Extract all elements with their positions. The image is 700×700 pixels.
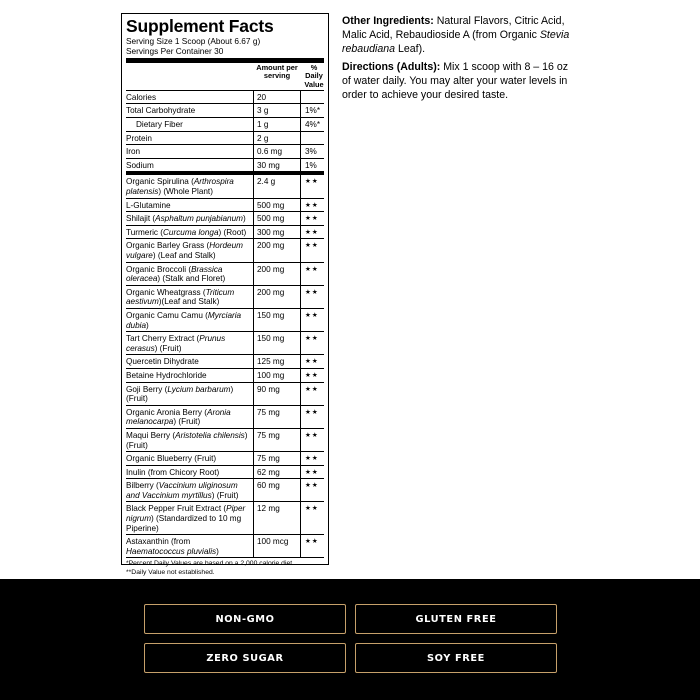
nutrient-name: Iron <box>126 147 141 157</box>
badge-soy-free: SOY FREE <box>355 643 557 673</box>
ingredient-name-pre: Astaxanthin (from <box>126 537 191 547</box>
ingredient-latin-name: Brassica oleracea <box>126 264 223 284</box>
ingredient-latin-name: Asphaltum punjabianum <box>155 214 243 224</box>
ingredient-dv: ★★ <box>300 332 324 354</box>
ingredient-name <box>126 175 253 197</box>
ingredient-amount: 300 mg <box>253 226 300 239</box>
footnotes <box>126 558 324 577</box>
ingredient-name-pre: Turmeric ( <box>126 227 163 237</box>
ingredient-name-pre: Quercetin Dihydrate <box>126 357 199 367</box>
ingredient-name-post: )(Leaf and Stalk) <box>158 297 220 307</box>
ingredient-name-pre: Goji Berry ( <box>126 384 168 394</box>
other-ingredients-text-b: Leaf). <box>395 43 426 55</box>
ingredient-row <box>126 479 324 502</box>
ingredient-dv: ★★ <box>300 226 324 239</box>
ingredient-name <box>126 452 253 465</box>
ingredient-row <box>126 332 324 355</box>
ingredient-name-pre: Betaine Hydrochloride <box>126 370 207 380</box>
nutrient-dv <box>300 132 324 145</box>
serving-size: Serving Size 1 Scoop (About 6.67 g) <box>126 36 261 46</box>
ingredient-amount: 12 mg <box>253 502 300 534</box>
other-ingredients-text-a: Natural Flavors, Citric Acid, Malic Acid, Rebaudioside A (from Organic <box>342 15 565 41</box>
directions-text: Mix 1 scoop with 8 – 16 oz of water daily. You may alter your water levels in order to achieve your desired taste. <box>342 61 569 101</box>
other-ingredients <box>342 14 575 56</box>
ingredient-amount: 500 mg <box>253 212 300 225</box>
nutrient-dv: 4%* <box>300 118 324 131</box>
ingredient-amount: 100 mg <box>253 369 300 382</box>
ingredient-amount: 75 mg <box>253 429 300 451</box>
nutrient-row <box>126 145 324 159</box>
ingredient-name <box>126 535 253 557</box>
ingredient-name <box>126 309 253 331</box>
ingredient-name-pre: Organic Camu Camu ( <box>126 310 208 320</box>
ingredient-name-pre: Organic Broccoli ( <box>126 264 192 274</box>
ingredient-name-pre: Organic Wheatgrass ( <box>126 287 206 297</box>
nutrient-dv <box>300 91 324 104</box>
ingredient-name <box>126 355 253 368</box>
other-info <box>342 14 575 106</box>
ingredient-name-pre: Maqui Berry ( <box>126 430 176 440</box>
ingredient-name-post: ) (Root) <box>218 227 247 237</box>
ingredient-dv: ★★ <box>300 429 324 451</box>
amount-header: Amount per serving <box>256 63 298 81</box>
ingredient-row <box>126 309 324 332</box>
ingredient-dv: ★★ <box>300 466 324 479</box>
nutrient-amount: 0.6 mg <box>253 145 300 158</box>
nutrient-row <box>126 104 324 118</box>
ingredient-latin-name: Triticum aestivum <box>126 287 235 307</box>
ingredient-latin-name: Hordeum vulgare <box>126 241 243 261</box>
ingredient-name-post: ) (Fruit) <box>211 490 239 500</box>
ingredient-row <box>126 239 324 262</box>
ingredient-name-post: ) (Whole Plant) <box>158 187 213 197</box>
ingredient-dv: ★★ <box>300 263 324 285</box>
ingredient-name <box>126 369 253 382</box>
ingredient-latin-name: Aristotelia chilensis <box>175 430 245 440</box>
ingredient-amount: 150 mg <box>253 309 300 331</box>
ingredient-amount: 2.4 g <box>253 175 300 197</box>
ingredient-name-post: ) (Fruit) <box>126 384 234 404</box>
nutrient-dv: 1%* <box>300 104 324 117</box>
nutrient-amount: 3 g <box>253 104 300 117</box>
ingredient-amount: 100 mcg <box>253 535 300 557</box>
ingredient-name <box>126 406 253 428</box>
nutrient-row <box>126 118 324 132</box>
ingredient-row <box>126 535 324 558</box>
ingredient-name <box>126 383 253 405</box>
ingredient-latin-name: Aronia melanocarpa <box>126 407 231 427</box>
ingredient-name-pre: Tart Cherry Extract ( <box>126 334 200 344</box>
nutrient-amount: 20 <box>253 91 300 104</box>
ingredient-row <box>126 199 324 213</box>
panel-title: Supplement Facts <box>126 16 274 36</box>
badge-non-gmo: NON-GMO <box>144 604 346 634</box>
nutrient-list <box>126 91 324 173</box>
ingredient-dv: ★★ <box>300 309 324 331</box>
ingredient-name <box>126 263 253 285</box>
ingredient-name <box>126 332 253 354</box>
ingredient-name <box>126 429 253 451</box>
ingredient-name <box>126 502 253 534</box>
other-ingredients-text-italic: Stevia rebaudiana <box>342 29 570 55</box>
ingredient-name-pre: Shilajit ( <box>126 214 156 224</box>
nutrient-amount: 2 g <box>253 132 300 145</box>
ingredient-dv: ★★ <box>300 369 324 382</box>
ingredient-amount: 62 mg <box>253 466 300 479</box>
badge-zero-sugar: ZERO SUGAR <box>144 643 346 673</box>
directions-label: Directions (Adults): <box>342 61 441 73</box>
badge-band <box>0 579 700 700</box>
ingredient-name-post: ) (Fruit) <box>126 430 248 450</box>
ingredient-name-post: ) (Fruit) <box>154 343 182 353</box>
ingredient-amount: 125 mg <box>253 355 300 368</box>
ingredient-amount: 75 mg <box>253 452 300 465</box>
ingredient-latin-name: Myrciaria dubia <box>126 310 242 330</box>
ingredient-dv: ★★ <box>300 479 324 501</box>
ingredient-name-post: ) <box>242 214 246 224</box>
ingredient-row <box>126 226 324 240</box>
ingredient-row <box>126 175 324 198</box>
ingredient-name <box>126 212 253 225</box>
ingredient-row <box>126 212 324 226</box>
supplement-facts-panel <box>121 13 329 576</box>
nutrient-name: Dietary Fiber <box>136 120 183 130</box>
ingredient-row <box>126 502 324 535</box>
nutrient-row <box>126 132 324 146</box>
ingredient-name-pre: L-Glutamine <box>126 200 171 210</box>
ingredient-latin-name: Prunus cerasus <box>126 334 226 353</box>
ingredient-dv: ★★ <box>300 452 324 465</box>
ingredient-name-pre: Organic Barley Grass ( <box>126 241 210 251</box>
ingredient-name <box>126 479 253 501</box>
ingredient-list <box>126 175 324 558</box>
nutrient-name: Protein <box>126 133 152 143</box>
ingredient-amount: 90 mg <box>253 383 300 405</box>
ingredient-name <box>126 239 253 261</box>
nutrient-amount: 30 mg <box>253 159 300 172</box>
ingredient-row <box>126 286 324 309</box>
ingredient-row <box>126 383 324 406</box>
nutrient-name: Sodium <box>126 160 154 170</box>
ingredient-latin-name: Lycium barbarum <box>167 384 231 394</box>
ingredient-latin-name: Piper nigrum <box>126 504 246 524</box>
ingredient-amount: 75 mg <box>253 406 300 428</box>
footnote-dv: *Percent Daily Values are based on a 2,000 calorie diet. <box>126 560 295 568</box>
ingredient-name-pre: Inulin (from Chicory Root) <box>126 467 220 477</box>
ingredient-dv: ★★ <box>300 502 324 534</box>
ingredient-dv: ★★ <box>300 175 324 197</box>
ingredient-dv: ★★ <box>300 212 324 225</box>
ingredient-row <box>126 466 324 480</box>
ingredient-name <box>126 199 253 212</box>
ingredient-row <box>126 355 324 369</box>
ingredient-row <box>126 429 324 452</box>
ingredient-name <box>126 226 253 239</box>
ingredient-name-pre: Organic Spirulina ( <box>126 177 194 187</box>
ingredient-name-post: ) <box>216 546 219 556</box>
ingredient-amount: 200 mg <box>253 239 300 261</box>
other-ingredients-label: Other Ingredients: <box>342 15 434 27</box>
ingredient-name-post: ) (Standardized to 10 mg Piperine) <box>126 514 242 533</box>
ingredient-amount: 150 mg <box>253 332 300 354</box>
ingredient-name <box>126 466 253 479</box>
ingredient-name-pre: Bilberry ( <box>126 481 159 491</box>
ingredient-name-post: ) (Stalk and Floret) <box>157 274 226 284</box>
column-header-row <box>126 63 324 91</box>
ingredient-name-pre: Organic Aronia Berry ( <box>126 407 207 417</box>
nutrient-dv: 3% <box>300 145 324 158</box>
ingredient-amount: 200 mg <box>253 263 300 285</box>
ingredient-name-post: ) (Fruit) <box>173 417 201 427</box>
ingredient-name <box>126 286 253 308</box>
ingredient-name-post: ) (Leaf and Stalk) <box>152 251 216 261</box>
nutrient-dv: 1% <box>300 159 324 172</box>
ingredient-dv: ★★ <box>300 239 324 261</box>
nutrient-amount: 1 g <box>253 118 300 131</box>
ingredient-dv: ★★ <box>300 383 324 405</box>
ingredient-dv: ★★ <box>300 199 324 212</box>
ingredient-amount: 500 mg <box>253 199 300 212</box>
ingredient-name-pre: Organic Blueberry (Fruit) <box>126 454 217 464</box>
ingredient-dv: ★★ <box>300 355 324 368</box>
ingredient-latin-name: Curcuma longa <box>163 227 219 237</box>
ingredient-row <box>126 369 324 383</box>
footnote-not-established: **Daily Value not established. <box>126 568 215 576</box>
ingredient-name-pre: Black Pepper Fruit Extract ( <box>126 504 227 514</box>
ingredient-latin-name: Vaccinium uliginosum and Vaccinium myrtillus <box>126 481 238 500</box>
ingredient-row <box>126 263 324 286</box>
ingredient-amount: 200 mg <box>253 286 300 308</box>
ingredient-name-post: ) <box>146 320 149 330</box>
ingredient-row <box>126 452 324 466</box>
ingredient-amount: 60 mg <box>253 479 300 501</box>
ingredient-dv: ★★ <box>300 406 324 428</box>
nutrient-name: Calories <box>126 92 157 102</box>
directions <box>342 60 575 102</box>
ingredient-latin-name: Haematococcus pluvialis <box>126 546 217 556</box>
badge-gluten-free: GLUTEN FREE <box>355 604 557 634</box>
ingredient-dv: ★★ <box>300 535 324 557</box>
ingredient-dv: ★★ <box>300 286 324 308</box>
dv-header: % Daily Value <box>304 63 324 89</box>
ingredient-row <box>126 406 324 429</box>
ingredient-latin-name: Arthrospira platensis <box>126 177 234 197</box>
nutrient-row <box>126 91 324 105</box>
nutrient-name: Total Carbohydrate <box>126 106 196 116</box>
nutrient-row <box>126 159 324 173</box>
servings-per-container: Servings Per Container 30 <box>126 46 224 56</box>
